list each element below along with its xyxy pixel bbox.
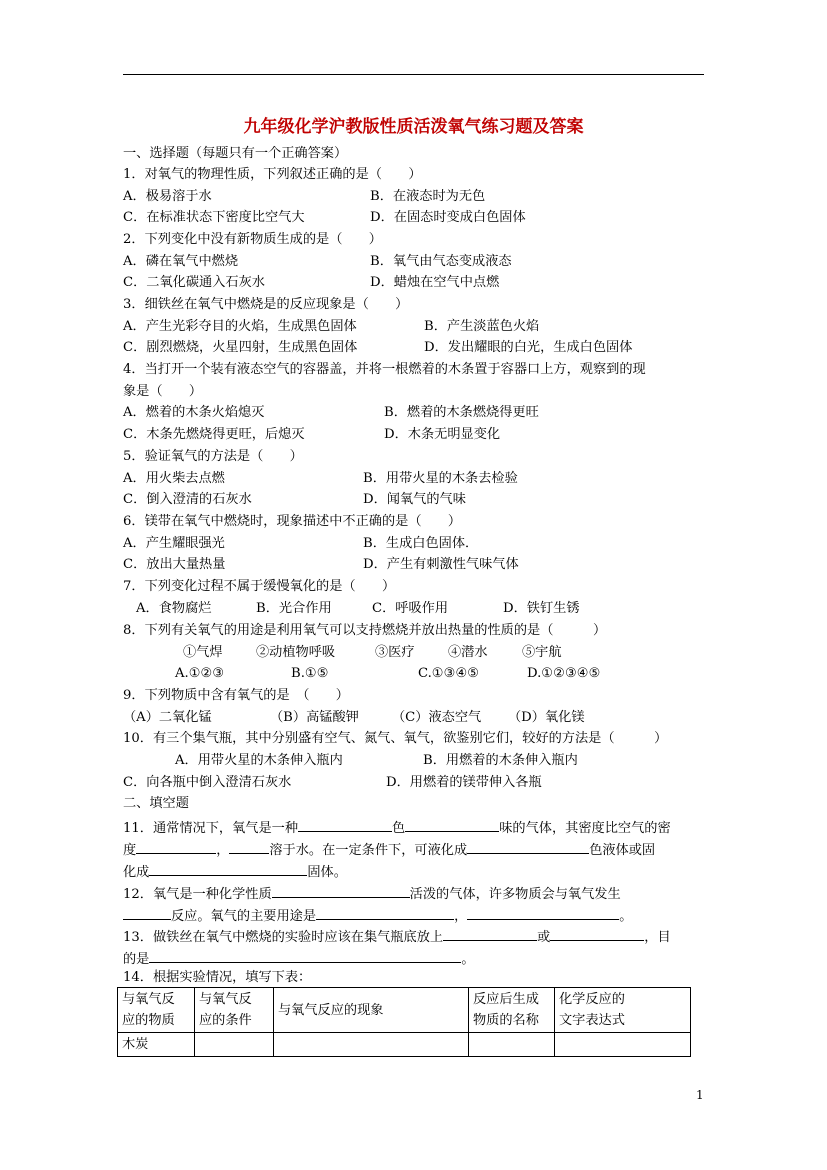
- page-number: 1: [696, 1088, 704, 1102]
- q2-option-b: B．氧气由气态变成液态: [370, 254, 512, 269]
- q13-blank-purpose[interactable]: [149, 948, 461, 963]
- q2-option-c: C．二氧化碳通入石灰水: [123, 275, 265, 290]
- q12-blank-use-2[interactable]: [467, 905, 619, 920]
- q3-stem: 3．细铁丝在氧气中燃烧是的反应现象是（ ）: [123, 297, 409, 312]
- q7-option-a: A．食物腐烂: [136, 601, 212, 616]
- q8-option-b: B.①⑤: [291, 666, 329, 681]
- q4-option-a: A．燃着的木条火焰熄灭: [123, 405, 265, 420]
- q12-line2: 反应。氧气的主要用途是 ， 。: [123, 905, 632, 926]
- q10-option-b: B．用燃着的木条伸入瓶内: [423, 753, 578, 768]
- q3-option-c: C．剧烈燃烧，火星四射，生成黑色固体: [123, 340, 358, 355]
- q1-option-b: B．在液态时为无色: [370, 189, 486, 204]
- table-cell-substance: 木炭: [118, 1033, 195, 1057]
- q8-item-4: ④潜水: [448, 645, 488, 660]
- page-title: 九年级化学沪教版性质活泼氧气练习题及答案: [243, 117, 584, 137]
- q11-blank-color[interactable]: [298, 817, 392, 832]
- q9-option-c: （C）液态空气: [392, 710, 482, 725]
- q8-item-1: ①气焊: [183, 645, 223, 660]
- q12-blank-use-1[interactable]: [316, 905, 454, 920]
- q8-option-c: C.①③④⑤: [418, 666, 480, 681]
- q4-stem-line1: 4．当打开一个装有液态空气的容器盖，并将一根燃着的木条置于容器口上方，观察到的现: [123, 362, 646, 377]
- table-row: [118, 1033, 691, 1057]
- q11-blank-liquid-color[interactable]: [467, 839, 589, 854]
- q10-option-c: C．向各瓶中倒入澄清石灰水: [123, 775, 292, 790]
- q9-option-b: （B）高锰酸钾: [270, 710, 359, 725]
- table-header-cell: 反应后生成 物质的名称: [469, 988, 555, 1033]
- q3-option-a: A．产生光彩夺目的火焰，生成黑色固体: [123, 319, 357, 334]
- table-header-cell: 与氧气反 应的条件: [195, 988, 274, 1033]
- q11-line3: 化成 固体。: [123, 861, 347, 882]
- q13-line2: 的是 。: [123, 948, 475, 969]
- q8-item-5: ⑤宇航: [522, 645, 562, 660]
- table-header-cell: 与氧气反 应的物质: [118, 988, 195, 1033]
- q1-stem: 1．对氧气的物理性质，下列叙述正确的是（ ）: [123, 167, 422, 182]
- table-header-cell: 与氧气反应的现象: [274, 988, 469, 1033]
- q11-blank-density[interactable]: [136, 839, 216, 854]
- q11-blank-solubility[interactable]: [229, 839, 269, 854]
- q6-option-c: C．放出大量热量: [123, 557, 226, 572]
- q10-stem: 10．有三个集气瓶，其中分别盛有空气、氮气、氧气，欲鉴别它们，较好的方法是（ ）: [123, 731, 668, 746]
- q5-option-c: C．倒入澄清的石灰水: [123, 492, 252, 507]
- q8-option-a: A.①②③: [175, 666, 225, 681]
- q12-line1: 12．氧气是一种化学性质 活泼的气体，许多物质会与氧气发生: [123, 883, 621, 904]
- q4-option-c: C．木条先燃烧得更旺，后熄灭: [123, 427, 305, 442]
- q3-option-d: D．发出耀眼的白光，生成白色固体: [424, 340, 633, 355]
- q4-option-d: D．木条无明显变化: [384, 427, 501, 442]
- table-header-row: [118, 988, 691, 1033]
- q11-line1: 11．通常情况下，氧气是一种 色 味的气体，其密度比空气的密: [123, 817, 671, 838]
- table-cell-blank[interactable]: [195, 1033, 274, 1057]
- q7-option-d: D．铁钉生锈: [503, 601, 580, 616]
- q8-stem: 8．下列有关氧气的用途是利用氧气可以支持燃烧并放出热量的性质的是（ ）: [123, 623, 607, 638]
- q2-stem: 2．下列变化中没有新物质生成的是（ ）: [123, 232, 382, 247]
- q7-option-b: B．光合作用: [256, 601, 332, 616]
- q14-stem: 14．根据实验情况，填写下表：: [123, 970, 312, 985]
- q1-option-d: D．在固态时变成白色固体: [370, 210, 526, 225]
- q8-option-d: D.①②③④⑤: [527, 666, 601, 681]
- q6-option-d: D．产生有刺激性气味气体: [363, 557, 519, 572]
- q6-option-a: A．产生耀眼强光: [123, 536, 225, 551]
- table-cell-blank[interactable]: [555, 1033, 691, 1057]
- table-header-cell: 化学反应的 文字表达式: [555, 988, 691, 1033]
- q13-blank-material-1[interactable]: [443, 926, 537, 941]
- q6-stem: 6．镁带在氧气中燃烧时，现象描述中不正确的是（ ）: [123, 514, 462, 529]
- q6-option-b: B．生成白色固体．: [363, 536, 479, 551]
- q13-blank-material-2[interactable]: [550, 926, 644, 941]
- q1-option-a: A．极易溶于水: [123, 189, 212, 204]
- q4-stem-line2: 象是（ ）: [123, 384, 203, 399]
- q8-item-2: ②动植物呼吸: [256, 645, 336, 660]
- q3-option-b: B．产生淡蓝色火焰: [424, 319, 540, 334]
- q2-option-d: D．蜡烛在空气中点燃: [370, 275, 500, 290]
- q9-option-a: （A）二氧化锰: [123, 710, 212, 725]
- q4-option-b: B．燃着的木条燃烧得更旺: [384, 405, 539, 420]
- q8-item-3: ③医疗: [375, 645, 415, 660]
- q5-option-b: B．用带火星的木条去检验: [363, 471, 518, 486]
- q14-table: [117, 987, 691, 1057]
- q10-option-a: A．用带火星的木条伸入瓶内: [175, 753, 343, 768]
- q11-line2: 度 ， 溶于水。在一定条件下，可液化成 色液体或固: [123, 839, 655, 860]
- q13-line1: 13．做铁丝在氧气中燃烧的实验时应该在集气瓶底放上 或 ，目: [123, 926, 671, 947]
- section-fill-heading: 二、填空题: [123, 796, 189, 811]
- q12-blank-reaction[interactable]: [123, 905, 171, 920]
- q10-option-d: D．用燃着的镁带伸入各瓶: [386, 775, 542, 790]
- q2-option-a: A．磷在氧气中燃烧: [123, 254, 239, 269]
- q12-blank-property[interactable]: [272, 883, 410, 898]
- q9-stem: 9．下列物质中含有氧气的是 （ ）: [123, 688, 349, 703]
- q5-stem: 5．验证氧气的方法是（ ）: [123, 449, 303, 464]
- table-cell-blank[interactable]: [274, 1033, 469, 1057]
- q5-option-a: A．用火柴去点燃: [123, 471, 225, 486]
- header-rule: [123, 74, 704, 75]
- section-choice-heading: 一、选择题（每题只有一个正确答案）: [123, 146, 348, 161]
- q9-option-d: （D）氧化镁: [508, 710, 585, 725]
- q11-blank-solid-color[interactable]: [149, 861, 307, 876]
- q1-option-c: C．在标准状态下密度比空气大: [123, 210, 305, 225]
- q7-stem: 7．下列变化过程不属于缓慢氧化的是（ ）: [123, 579, 396, 594]
- q11-blank-smell[interactable]: [405, 817, 499, 832]
- table-cell-blank[interactable]: [469, 1033, 555, 1057]
- q5-option-d: D．闻氧气的气味: [363, 492, 466, 507]
- q7-option-c: C．呼吸作用: [372, 601, 449, 616]
